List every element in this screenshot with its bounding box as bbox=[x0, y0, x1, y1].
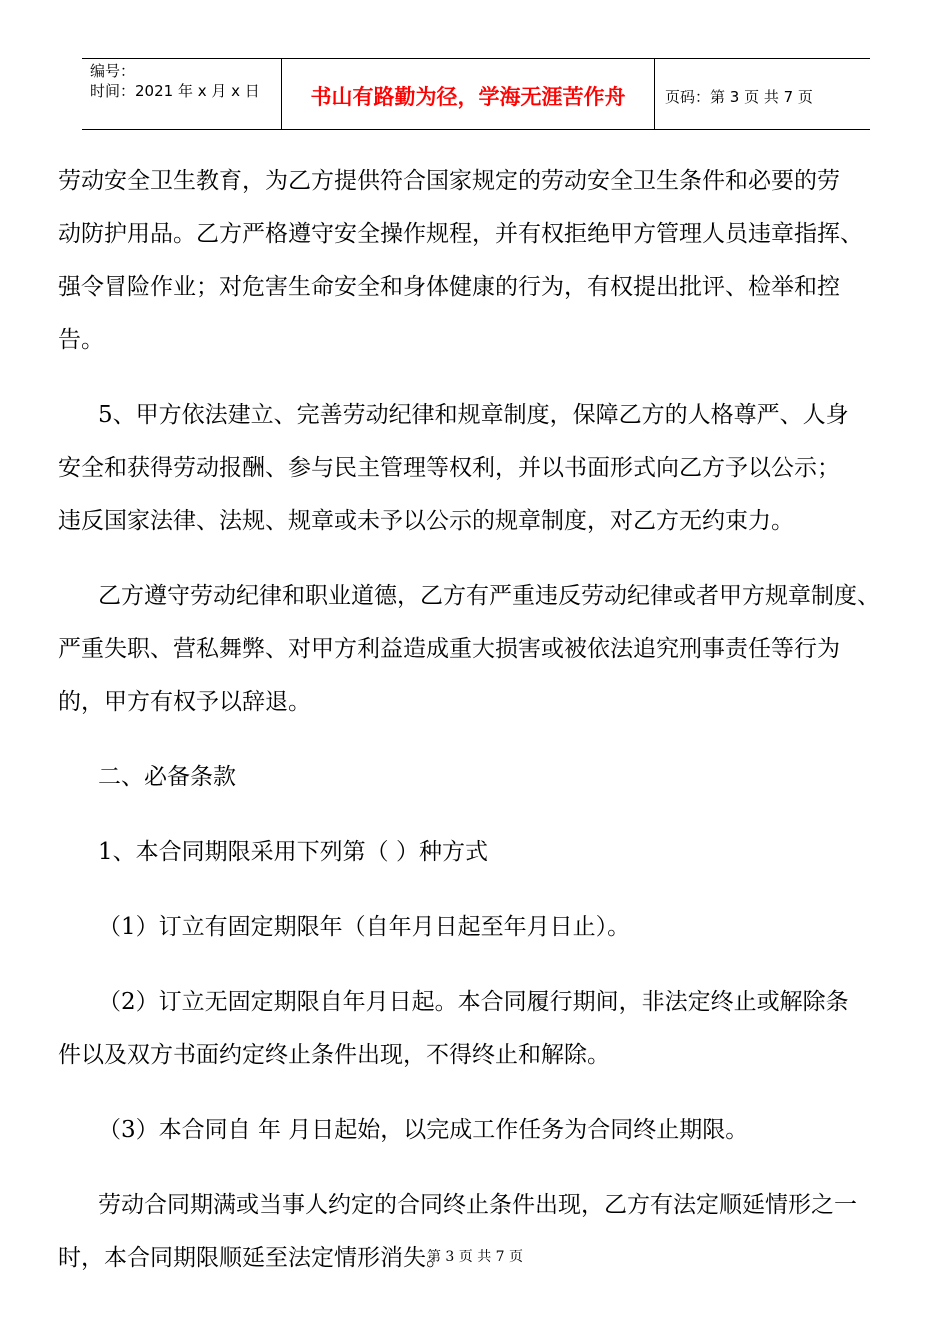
page-footer: 第 3 页 共 7 页 bbox=[426, 1249, 524, 1265]
text-line: 时，本合同期限顺延至法定情形消失。 bbox=[58, 1245, 449, 1271]
paragraph-safety bbox=[58, 155, 900, 367]
text-line: 安全和获得劳动报酬、参与民主管理等权利，并以书面形式向乙方予以公示； bbox=[58, 455, 840, 481]
option-fixed-term bbox=[58, 901, 900, 954]
paragraph-discipline bbox=[58, 570, 900, 729]
clause-term bbox=[58, 826, 900, 879]
document-number: 编号： bbox=[90, 62, 136, 80]
header-motto: 书山有路勤为径，学海无涯苦作舟 bbox=[282, 59, 655, 129]
header-meta bbox=[82, 59, 282, 129]
text-line: 劳动安全卫生教育，为乙方提供符合国家规定的劳动安全卫生条件和必要的劳 bbox=[58, 168, 840, 194]
text-line: 1、本合同期限采用下列第（ ）种方式 bbox=[98, 839, 488, 865]
text-line: 5、甲方依法建立、完善劳动纪律和规章制度，保障乙方的人格尊严、人身 bbox=[98, 402, 849, 428]
text-line: 告。 bbox=[58, 327, 104, 353]
text-line: 乙方遵守劳动纪律和职业道德，乙方有严重违反劳动纪律或者甲方规章制度、 bbox=[98, 583, 880, 609]
document-date: 时间：2021 年 x 月 x 日 bbox=[90, 82, 260, 100]
section-heading bbox=[58, 751, 900, 804]
page-header bbox=[82, 58, 870, 130]
text-line: 的，甲方有权予以辞退。 bbox=[58, 689, 311, 715]
text-line: （1）订立有固定期限年（自年月日起至年月日止）。 bbox=[98, 914, 631, 940]
text-line: 强令冒险作业；对危害生命安全和身体健康的行为，有权提出批评、检举和控 bbox=[58, 274, 840, 300]
header-page-code: 页码：第 3 页 共 7 页 bbox=[665, 87, 813, 106]
text-line: 严重失职、营私舞弊、对甲方利益造成重大损害或被依法追究刑事责任等行为 bbox=[58, 636, 840, 662]
text-line: 违反国家法律、法规、规章或未予以公示的规章制度，对乙方无约束力。 bbox=[58, 508, 794, 534]
text-line: 动防护用品。乙方严格遵守安全操作规程，并有权拒绝甲方管理人员违章指挥、 bbox=[58, 221, 863, 247]
option-open-term bbox=[58, 976, 900, 1082]
text-line: （2）订立无固定期限自年月日起。本合同履行期间，非法定终止或解除条 bbox=[98, 989, 849, 1015]
paragraph-extension bbox=[58, 1179, 900, 1285]
text-line: （3）本合同自 年 月日起始，以完成工作任务为合同终止期限。 bbox=[98, 1117, 749, 1143]
text-line: 件以及双方书面约定终止条件出现，不得终止和解除。 bbox=[58, 1042, 610, 1068]
document-body bbox=[58, 155, 900, 1285]
option-task-term bbox=[58, 1104, 900, 1157]
text-line: 劳动合同期满或当事人约定的合同终止条件出现，乙方有法定顺延情形之一 bbox=[98, 1192, 857, 1218]
section-title: 二、必备条款 bbox=[98, 764, 236, 790]
paragraph-rules bbox=[58, 389, 900, 548]
